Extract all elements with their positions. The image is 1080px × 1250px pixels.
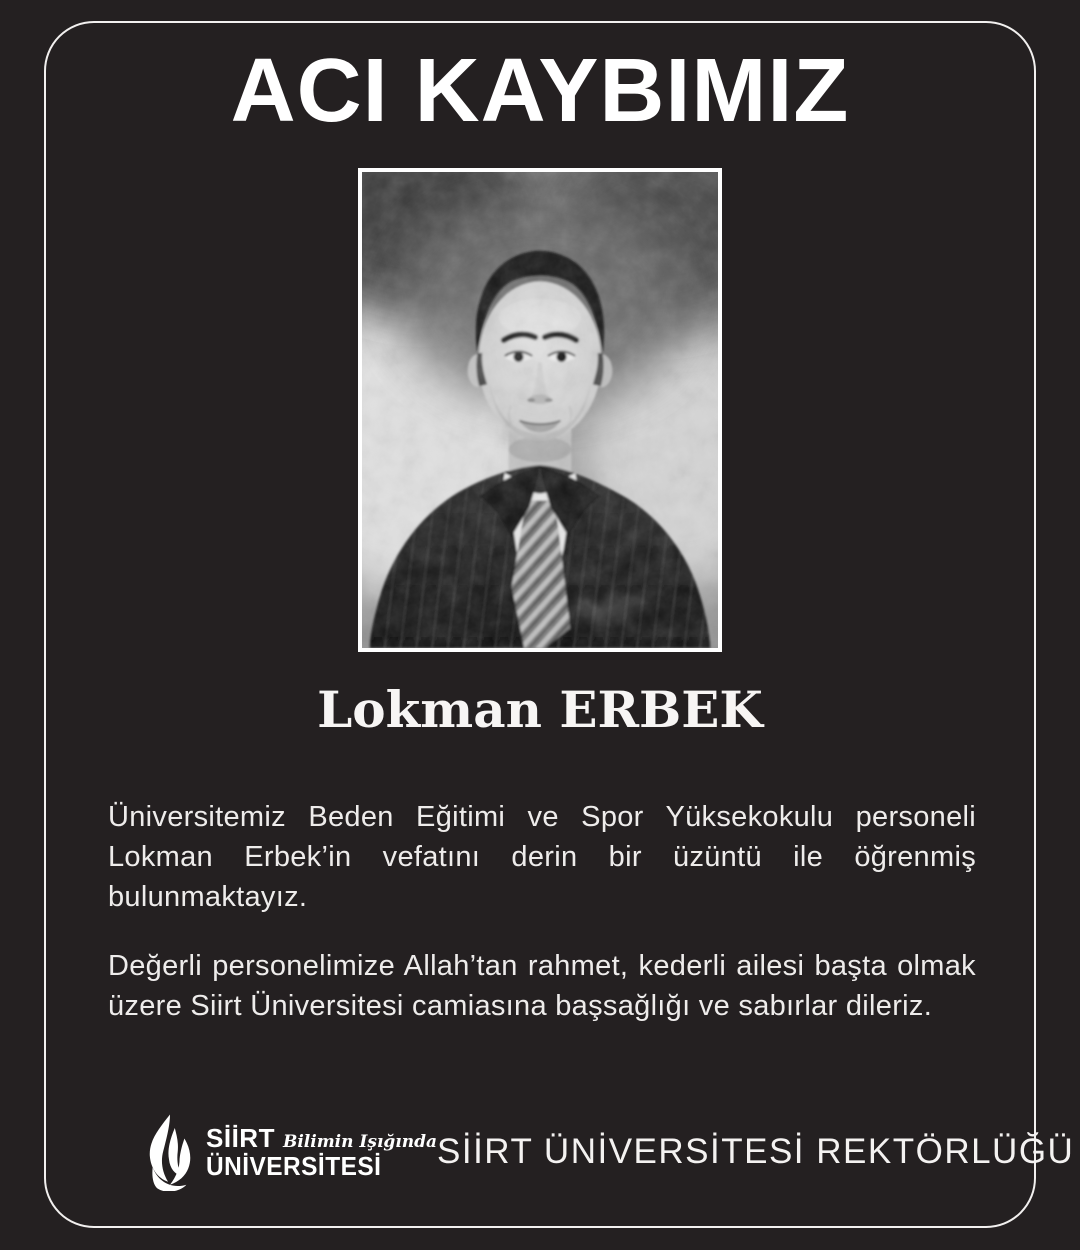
paragraph-line: üzere Siirt Üniversitesi camiasına başsağlığı ve sabırlar dileriz.: [108, 990, 933, 1022]
paragraph-line: Üniversitemiz Beden Eğitimi ve Spor Yüksekokulu personeli: [108, 801, 976, 833]
footer: [145, 1096, 1075, 1208]
logo-tagline: Bilimin Işığında: [282, 1131, 438, 1152]
university-logo-text: [206, 1122, 438, 1181]
portrait-illustration: [362, 172, 718, 648]
rectorate-signature: SİİRT ÜNİVERSİTESİ REKTÖRLÜĞÜ: [437, 1132, 1075, 1171]
portrait-photo: [358, 168, 722, 652]
paragraph-line: bulunmaktayız.: [108, 881, 308, 913]
paragraph-condolence: [108, 946, 976, 1026]
university-logo: [145, 1113, 437, 1191]
paragraph-line: Lokman Erbek’in vefatını derin bir üzüntü ile öğrenmiş: [108, 841, 976, 873]
page-title: ACI KAYBIMIZ: [230, 41, 850, 141]
paragraph-line: Değerli personelimize Allah’tan rahmet, kederli ailesi başta olmak: [108, 950, 976, 982]
logo-university-name-line2: ÜNİVERSİTESİ: [206, 1150, 382, 1181]
deceased-name: Lokman ERBEK: [317, 680, 763, 739]
memorial-text: [108, 797, 976, 1055]
flame-icon: [145, 1113, 195, 1191]
logo-university-name-line1: SİİRT: [206, 1122, 275, 1153]
paragraph-announcement: [108, 797, 976, 917]
